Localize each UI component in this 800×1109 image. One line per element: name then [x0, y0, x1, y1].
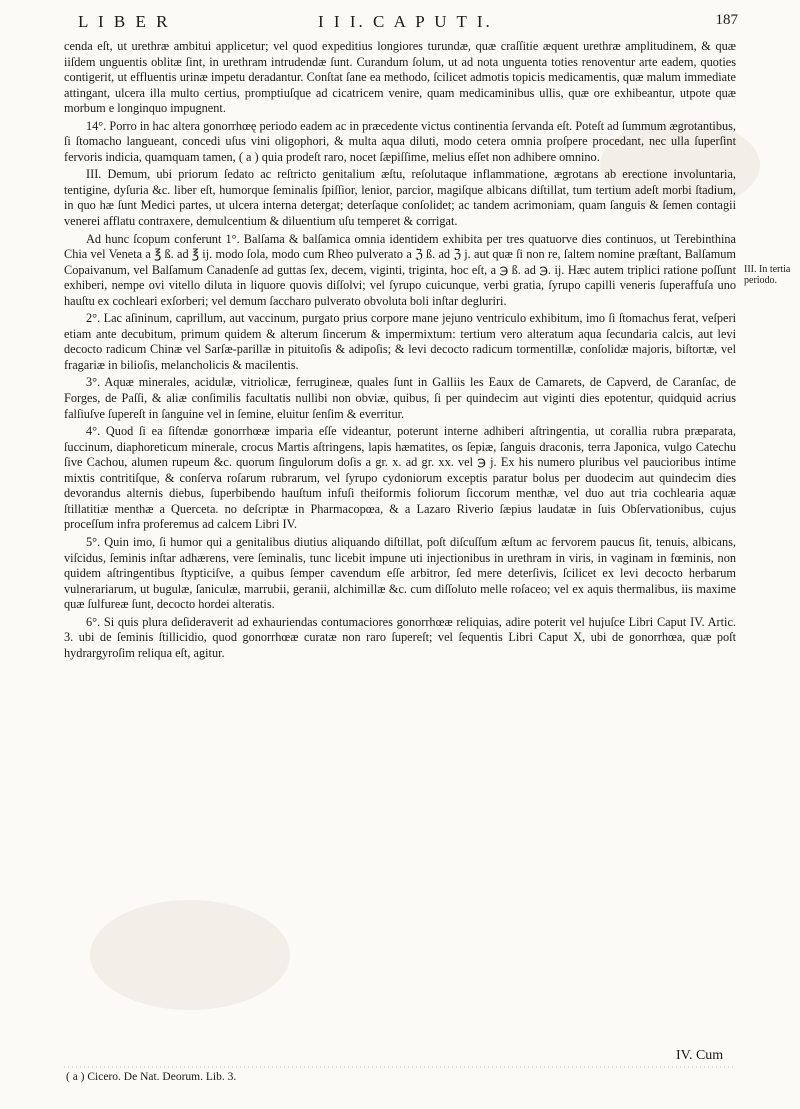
- footnote: ( a ) Cicero. De Nat. Deorum. Lib. 3.: [66, 1071, 237, 1083]
- paragraph: 5°. Quin imo, ſi humor qui a genitalibus diutius aliquando diſtillat, poſt diſcuſſum æſtum ac fervorem paucus ſit, tenuis, albicans, viſcidus, ſeminis inſtar adhærens, vere ſeminalis, tunc licebit impune uti injectionibus in urethram in viris, in vaginam in fœminis, non quidem aſtringentibus ſtypticiſve, a quibus ſemper cavendum eſſe arbitror, ſed mere deterſivis, ſcilicet ex levi decocto herbarum vulnerariarum, ut bugulæ, ſaniculæ, marrubii, geranii, alchimillæ &c. cum diſſoluto melle roſaceo; vel ex aquis thermalibus, iis maxime quæ ſulfureæ ſunt, decocto hordei alteratis.: [64, 534, 736, 612]
- catchword: IV. Cum: [676, 1048, 724, 1063]
- paragraph: 3°. Aquæ minerales, acidulæ, vitriolicæ, ferrugineæ, quales ſunt in Galliis les Eaux de Camarets, de Capverd, de Caranſac, de Forges, de Paſſi, & aliæ conſimilis facultatis nullibi non obviæ, quibus, ſi per quindecim aut viginti dies epotentur, quidquid acrius falſiuſve ſupereſt in ſanguine vel in ſemine, eluitur ſenſim & everritur.: [64, 375, 736, 421]
- running-head-chapter: I I I. C A P U T I.: [318, 12, 493, 31]
- body-text: [64, 39, 736, 663]
- paragraph: III. Demum, ubi priorum ſedato ac reſtricto genitalium æſtu, reſolutaque inflammatione, ægrotans ab erectione involuntaria, tentigine, dyſuria &c. liber eſt, humorque ſeminalis ſpiſſior, lenior, parcior, magiſque albicans diſtillat, tum tertium adeſt morbi ſtadium, in quo hæ ſunt Medici partes, ut ulcera interna detergat; deterſaque conſolidet; ac tandem acrimoniam, quam ſanguis & ſemen contagii venerei afflatu contraxere, demulcentium & diluentium uſu temperet & corrigat.: [64, 167, 736, 229]
- paragraph: 6°. Si quis plura deſideraverit ad exhauriendas contumaciores gonorrhœæ reliquias, adire poterit vel hujuſce Libri Caput IV. Artic. 3. ubi de ſeminis ſtillicidio, quod gonorrhœæ curatæ non raro ſupereſt; vel ſequentis Libri Caput X, ubi de gonorrhœa, quæ poſt hydrargyroſim reliqua eſt, agitur.: [64, 614, 736, 660]
- paragraph: 2°. Lac aſininum, caprillum, aut vaccinum, purgato prius corpore mane jejuno ventriculo exhibitum, imo ſi ſtomachus ferat, veſperi etiam ante decubitum, primum quidem & alterum ſincerum & impermixtum: tertium vero alteratum aqua ſecundaria calcis, aut levi decocto radicum Chinæ vel Sarſæ-parillæ in pituitoſis & adipoſis; & levi decocto radicum tormentillæ, conſolidæ majoris, biſtortæ, vel fragariæ in bilioſis, melancholicis & macilentis.: [64, 311, 736, 372]
- margin-note: III. In tertia periodo.: [744, 264, 791, 286]
- footnote-rule: [64, 1066, 736, 1068]
- page-number: 187: [715, 12, 738, 28]
- paragraph: 14°. Porro in hac altera gonorrhœę periodo eadem ac in præcedente victus continentia ſervanda eſt. Poteſt ad ſummum ægrotantibus, ſi ſtomacho langueant, concedi uſus vini oligophori, & multa aqua diluti, modo cetera omnia proſpere procedant, nec ulla ſuperſint fervoris indicia, quamquam tamen, ( a ) quia prodeſt raro, nocet ſæpiſſime, melius eſſet non adhibere omnino.: [64, 118, 736, 164]
- paragraph: 4°. Quod ſi ea ſiſtendæ gonorrhœæ imparia eſſe videantur, poterunt interne adhiberi aſtringentia, ut corallia rubra præparata, ſuccinum, diaphoreticum minerale, crocus Martis aſtringens, lapis hæmatites, os ſepiæ, ſanguis draconis, terra Japonica, vulgo Catechu ſive Cachou, alumen rupeum &c. quorum ſingulorum doſis a gr. x. ad gr. xx. vel ℈ j. Ex his numero pluribus vel paucioribus intime mixtis contritiſque, & conſerva roſarum rubrarum, vel ſyrupo cydoniorum exceptis paratur bolus per duodecim aut quindecim dies devorandus alternis diebus, ſuperbibendo hauſtum infuſi theiformis foliorum ſiccorum menthæ, vel duo aut tria cochlearia aquæ ſtillatitiæ menthæ a Querceta. no deſcriptæ in Pharmacopœa, & a Lazaro Riverio ſæpius laudatæ in ſuis Obſervationibus, cujus proceſſum infra proferemus ad calcem Libri IV.: [64, 424, 736, 532]
- paragraph: Ad hunc ſcopum conferunt 1°. Balſama & balſamica omnia identidem exhibita per tres quatuorve dies continuos, ut Terebinthina Chia vel Veneta a ℥ ß. ad ℥ ij. modo ſola, modo cum Rheo pulverato a ℨ ß. ad ℨ j. aut quæ ſi non re, ſaltem nomine præſtant, Balſamum Copaivanum, vel Balſamum Canadenſe ad guttas ſex, decem, viginti, triginta, hoc eſt, a ℈ ß. ad ℈. ij. Hæc autem triplici ratione poſſunt exhiberi, nempe ovi vitello diluta in liquore quovis diſſolvi; vel ſyrupo cuicunque, verbi gratia, ſyrupo capilli veneris ſuperaffuſa uno hauſtu ex cochleari exſorberi; vel demum ſaccharo pulverato obvoluta boli inſtar degluriri.: [64, 231, 736, 308]
- paragraph: cenda eſt, ut urethræ ambitui applicetur; vel quod expeditius longiores turundæ, quæ craſſitie æquent urethræ amplitudinem, & quæ iiſdem unguentis oblitæ ſint, in urethram intrudendæ ſunt. Curandum ſolum, ut ad nota unguenta toties renoventur arte eadem, quoties contigerit, ut effluentis urinæ impetu deradantur. Conſtat ſane ea methodo, ſcilicet admotis topicis medicamentis, quæ malum immediate attingant, ulcera illa multo certius, promptiuſque ad cicatricem venire, quam medicaminibus ullis, quæ ore exhibeantur, utpote quæ morbum e longinquo impugnent.: [64, 39, 736, 116]
- running-head-book: L I B E R: [78, 12, 171, 31]
- running-head: [78, 12, 738, 38]
- paper-stain: [90, 900, 290, 1010]
